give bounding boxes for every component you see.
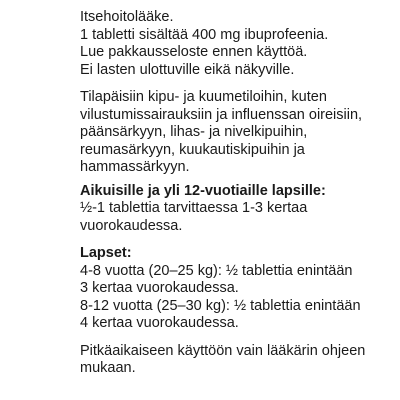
indications-line: Tilapäisiin kipu- ja kuumetiloihin, kuten	[80, 89, 327, 105]
longterm-use-paragraph	[80, 343, 392, 378]
longterm-use-line: Pitkäaikaiseen käyttöön vain lääkärin ohjeen	[80, 342, 366, 359]
indications-line: reumasärkyyn, kuukautiskipuihin ja	[80, 141, 305, 158]
adults-dosage-line: ½-1 tablettia tarvittaessa 1-3 kertaa	[80, 200, 308, 216]
indications-line: vilustumissairauksiin ja influenssan oireisiin,	[80, 106, 363, 123]
children-dosage-line: 8-12 vuotta (25–30 kg): ½ tablettia enintään	[80, 297, 361, 314]
indications-line: päänsärkyyn, lihas- ja nivelkipuihin,	[80, 124, 308, 140]
longterm-use-line: mukaan.	[80, 360, 136, 376]
intro-line: 1 tabletti sisältää 400 mg ibuprofeenia.	[80, 26, 329, 43]
children-dosage-line: 4 kertaa vuorokaudessa.	[80, 315, 239, 331]
intro-line: Ei lasten ulottuville eikä näkyville.	[80, 61, 295, 78]
adults-dosage-line: vuorokaudessa.	[80, 217, 183, 234]
indications-paragraph	[80, 89, 392, 177]
intro-line: Lue pakkausseloste ennen käyttöä.	[80, 44, 308, 60]
children-dosage-line: 3 kertaa vuorokaudessa.	[80, 280, 239, 296]
indications-line: hammassärkyyn.	[80, 159, 190, 175]
intro-paragraph	[80, 9, 392, 79]
children-dosage-section	[80, 245, 392, 333]
adults-dosage-heading: Aikuisille ja yli 12-vuotiaille lapsille:	[80, 182, 326, 199]
intro-line: Itsehoitolääke.	[80, 9, 174, 25]
children-dosage-heading: Lapset:	[80, 245, 132, 261]
children-dosage-line: 4-8 vuotta (20–25 kg): ½ tablettia enintään	[80, 262, 353, 279]
adults-dosage-section	[80, 183, 392, 236]
